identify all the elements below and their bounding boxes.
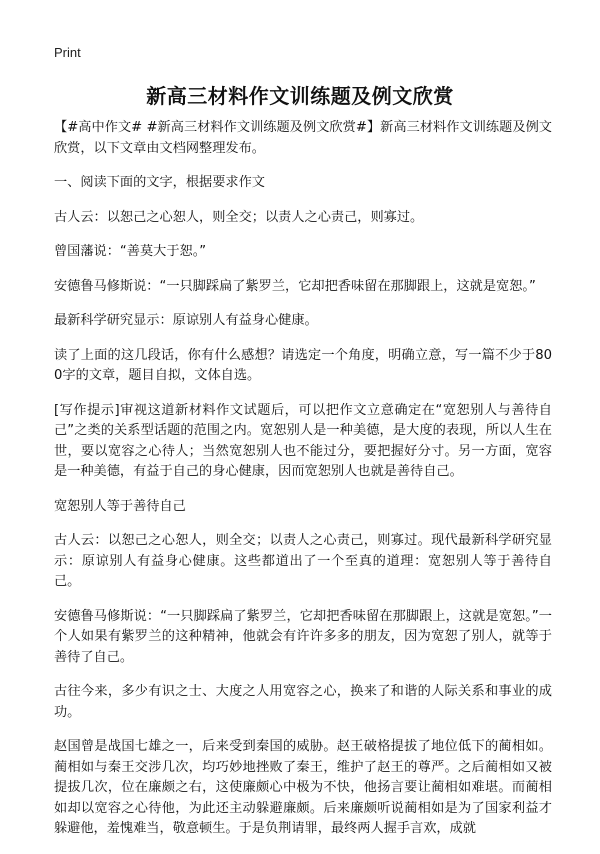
body-paragraph: 曾国藩说：“善莫大于恕。” — [54, 244, 207, 259]
essay-paragraph: 古人云：以恕己之心恕人，则全交；以责人之心责己，则寡过。现代最新科学研究显示：原谅别人有益身心健康。这些都道出了一个至真的道理：宽恕别人等于善待自己。 — [54, 533, 552, 589]
prompt-paragraph: 读了上面的这几段话，你有什么感想？请选定一个角度，明确立意，写一篇不少于800字的文章，题目自拟，文体自选。 — [54, 347, 552, 383]
intro-paragraph: 【#高中作文# #新高三材料作文训练题及例文欣赏#】新高三材料作文训练题及例文欣赏，以下文章由文档网整理发布。 — [54, 120, 552, 156]
essay-paragraph: 赵国曾是战国七雄之一，后来受到秦国的威胁。赵王破格提拔了地位低下的蔺相如。蔺相如与秦王交涉几次，均巧妙地挫败了秦王，维护了赵王的尊严。之后蔺相如又被提拔几次，位在廉颇之右，这使廉颇心中极为不快，他扬言要让蔺相如难堪。而蔺相如却以宽容之心待他，为此还主动躲避廉颇。后来廉颇听说蔺相如是为了国家利益才躲避他，羞愧难当，敬意顿生。于是负荆请罪，最终两人握手言欢，成就 — [54, 739, 552, 836]
essay-paragraph: 安德鲁马修斯说：“一只脚踩扁了紫罗兰，它却把香味留在那脚跟上，这就是宽恕。”一个人如果有紫罗兰的这种精神，他就会有许许多多的朋友，因为宽恕了别人，就等于善待了自己。 — [54, 608, 552, 665]
section-heading: 一、阅读下面的文字，根据要求作文 — [54, 175, 265, 190]
essay-title: 宽恕别人等于善待自己 — [54, 498, 186, 514]
body-paragraph: 古人云：以恕己之心恕人，则全交；以责人之心责己，则寡过。 — [54, 209, 424, 225]
document-title: 新高三材料作文训练题及例文欣赏 — [146, 84, 454, 108]
document-body — [54, 118, 552, 854]
body-paragraph: 最新科学研究显示：原谅别人有益身心健康。 — [54, 313, 318, 328]
body-paragraph: 安德鲁马修斯说：“一只脚踩扁了紫罗兰，它却把香味留在那脚跟上，这就是宽恕。” — [54, 278, 536, 294]
essay-paragraph: 古往今来，多少有识之士、大度之人用宽容之心，换来了和谐的人际关系和事业的成功。 — [54, 684, 552, 720]
writing-tips-paragraph: [写作提示]审视这道新材料作文试题后，可以把作文立意确定在“宽恕别人与善待自己”之类的关系型话题的范围之内。宽恕别人是一种美德，是大度的表现，所以人生在世，要以宽容之心待人；当然宽恕别人也不能过分，要把握好分寸。另一方面，宽容是一种美德，有益于自己的身心健康，因而宽恕别人也就是善待自己。 — [54, 402, 552, 479]
print-label: Print — [54, 45, 81, 60]
